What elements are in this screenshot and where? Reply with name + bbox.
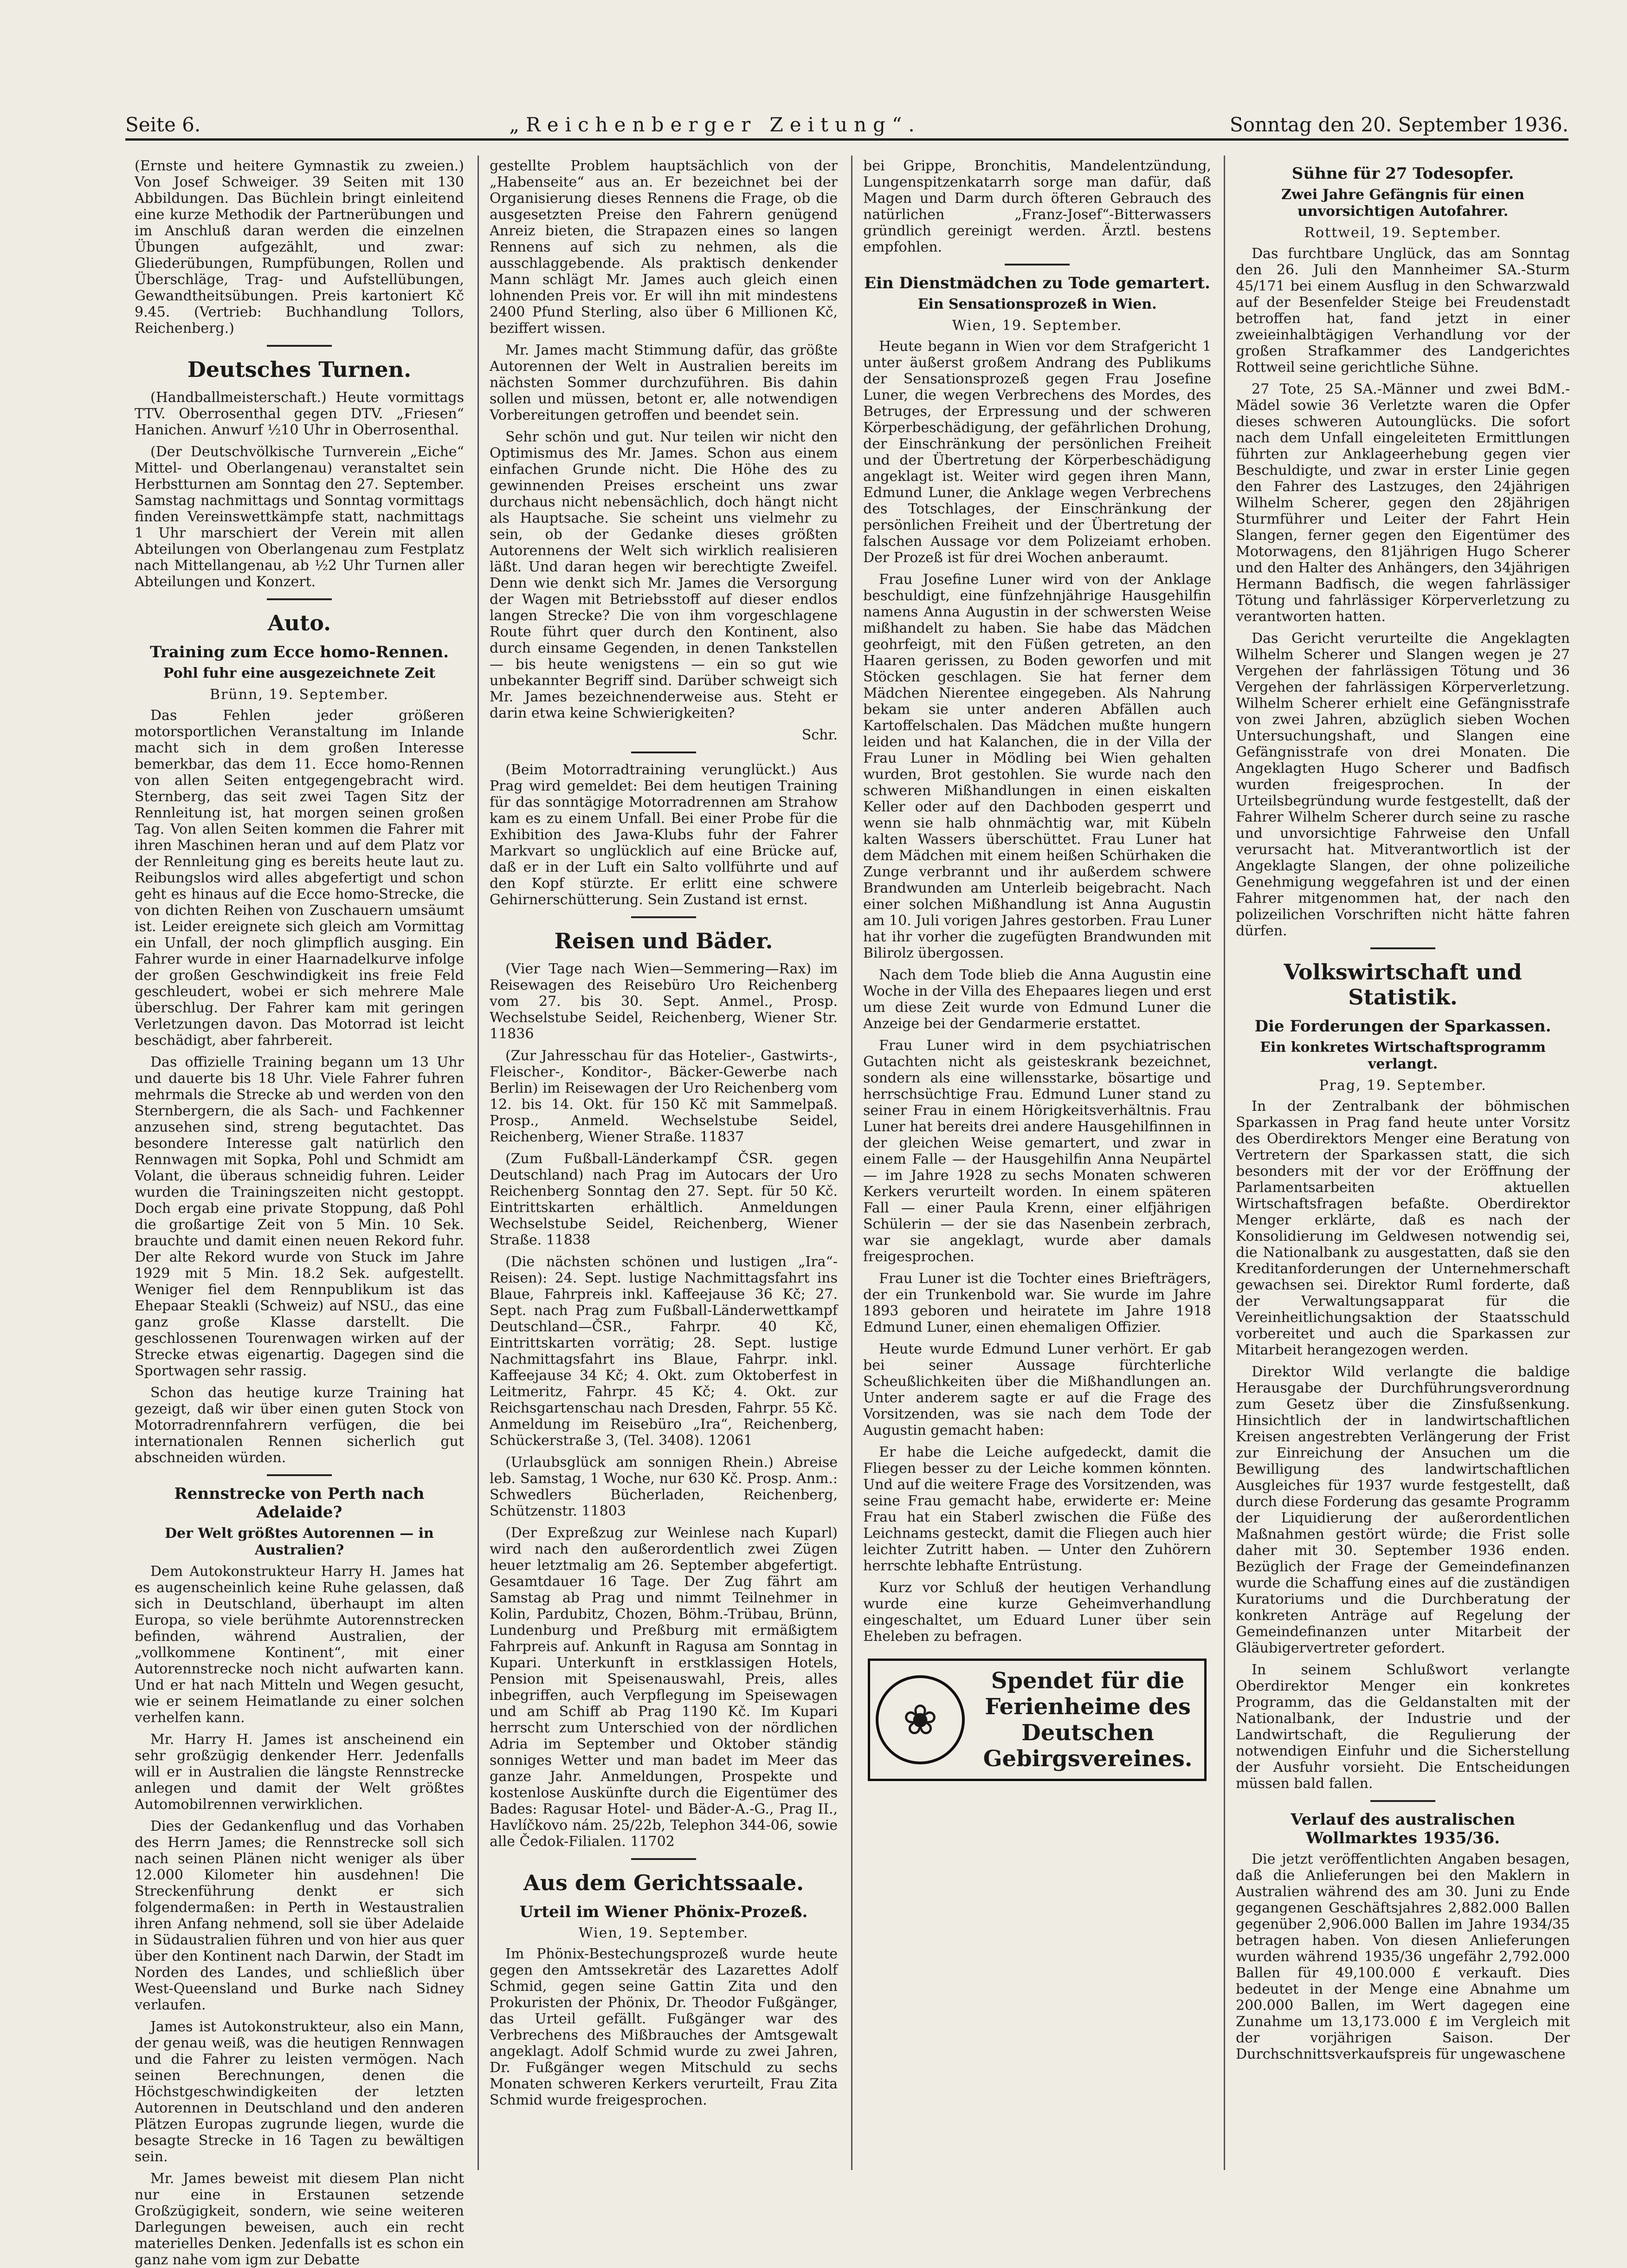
travel-notice: (Vier Tage nach Wien—Semmering—Rax) im Reisewagen des Reisebüro Uro Reichenberg vom 27. bis 30. Sept. Anmel., Prosp. Wechselstube Seidel, Reichenberg, Wiener Str. 11836: [490, 961, 838, 1042]
author-signature: Schr.: [801, 727, 838, 743]
article-paragraph: Das Gericht verurteilte die Angeklagten Wilhelm Scherer und Slangen wegen je 27 Vergehen der fahrlässigen Tötung und 36 Vergehen der fahrlässigen Körperverletzung. Wilhelm Scherer erhielt eine Gefängnisstrafe von zwei Jahren, abzüglich sieben Wochen Untersuchungshaft, und Slangen eine Gefängnisstrafe von drei Monaten. Die Angeklagten Hugo Scherer und Badfisch wurden freigesprochen. In der Urteilsbegründung wurde festgestellt, daß der Fahrer Wilhelm Scherer durch seine zu rasche und unvorsichtige Fahrweise den Unfall verursacht hat. Mitverantwortlich ist der Angeklagte Slangen, der ohne polizeiliche Genehmigung weggefahren ist und der einen Fahrer mitgenommen hat, der nach den polizeilichen Vorschriften nicht hätte fahren dürfen.: [1236, 630, 1570, 939]
article-headline: Verlauf des australischen Wollmarktes 1935/36.: [1291, 1810, 1515, 1847]
column-2: [490, 158, 838, 2168]
article-paragraph: Mr. James beweist mit diesem Plan nicht nur eine in Erstaunen setzende Großzügigkeit, sondern, wie seine weiteren Darlegungen beweisen, auch ein recht materielles Denken. Jedenfalls ist es schon ein ganz nahe vom igm zur Debatte: [135, 2171, 464, 2268]
article-paragraph: Direktor Wild verlangte die baldige Herausgabe der Durchführungsverordnung zum Gesetz über die Zinsfußsenkung. Hinsichtlich der in landwirtschaftlichen Kreisen angestrebten Verlängerung der Frist zur Einreichung der Ansuchen um die Bewilligung des landwirtschaftlichen Ausgleiches für 1937 wurde festgestellt, daß durch diese Forderung das gesamte Programm der Liquidierung der außerordentlichen Maßnahmen gestört würde; die Frist solle daher mit 30. September 1936 enden. Bezüglich der Frage der Gemeindefinanzen wurde die Schaffung eines auf die zuständigen Kuratoriums und die Durchberatung der konkreten Anträge auf Regelung der Gemeindefinanzen unter Mitarbeit der Gläubigervertreter gefordert.: [1236, 1364, 1570, 1656]
article-paragraph: (Handballmeisterschaft.) Heute vormittags TTV. Oberrosenthal gegen DTV. „Friesen“ Hanichen. Anwurf ½10 Uhr in Oberrosenthal.: [135, 389, 464, 438]
section-rule: [631, 752, 696, 753]
advertisement-text: Spendet für die Ferienheime des Deutschen Gebirgsvereines.: [983, 1668, 1193, 1772]
article-paragraph: Das Fehlen jeder größeren motorsportlichen Veranstaltung im Inlande macht sich in dem großen Interesse bemerkbar, das dem 11. Ecce homo-Rennen von allen Seiten entgegengebracht wird. Sternberg, das seit zwei Tagen Sitz der Rennleitung ist, hat morgen seinen großen Tag. Von allen Seiten kommen die Fahrer mit ihren Maschinen heran und auf dem Platz vor der Rennleitung ging es bereits heute laut zu. Reibungslos wird alles abgefertigt und schon geht es hinaus auf die Ecce homo-Strecke, die von dichten Reihen von Zuschauern umsäumt ist. Leider ereignete sich gleich am Vormittag ein Unfall, der noch glimpflich ausging. Ein Fahrer wurde in einer Haarnadelkurve infolge der großen Geschwindigkeit ins freie Feld geschleudert, wobei er sich mehrere Male überschlug. Der Fahrer kam mit geringen Verletzungen davon. Das Motorrad ist leicht beschädigt, aber fahrbereit.: [135, 707, 464, 1049]
article-paragraph: Kurz vor Schluß der heutigen Verhandlung wurde eine kurze Geheimverhandlung eingeschaltet, um Eduard Luner über sein Eheleben zu befragen.: [863, 1580, 1211, 1645]
article-paragraph: Im Phönix-Bestechungsprozeß wurde heute gegen den Amtssekretär des Lazarettes Adolf Schmid, gegen seine Gattin Zita und den Prokuristen der Phönix, Dr. Theodor Fußgänger, das Urteil gefällt. Fußgänger war des Verbrechens des Mißbrauches der Amtsgewalt angeklagt. Adolf Schmid wurde zu zwei Jahren, Dr. Fußgänger wegen Mitschuld zu sechs Monaten schweren Kerkers verurteilt, Frau Zita Schmid wurde freigesprochen.: [490, 1946, 838, 2108]
article-headline: Sühne für 27 Todesopfer.: [1291, 164, 1514, 183]
article-headline: Urteil im Wiener Phönix-Prozeß.: [519, 1903, 808, 1921]
travel-notice: (Die nächsten schönen und lustigen „Ira“-Reisen): 24. Sept. lustige Nachmittagsfahrt ins Blaue, Fahrpreis inkl. Kaffeejause 36 Kč; 27. Sept. nach Prag zum Fußball-Länderwettkampf Deutschland—ČSR., Fahrpr. 40 Kč, Eintrittskarten vorrätig; 28. Sept. lustige Nachmittagsfahrt ins Blaue, Fahrpr. inkl. Kaffeejause 34 Kč; 4. Okt. zum Oktoberfest in Leitmeritz, Fahrpr. 45 Kč; 4. Okt. zur Reichsgartenschau nach Dresden, Fahrpr. 55 Kč. Anmeldung im Reisebüro „Ira“, Reichenberg, Schückerstraße 3, (Tel. 3408). 12061: [490, 1254, 838, 1449]
article-paragraph: (Beim Motorradtraining verunglückt.) Aus Prag wird gemeldet: Bei dem heutigen Training für das sonntägige Motorradrennen am Strahow kam es zu einem Unfall. Bei einer Probe für die Exhibition des Jawa-Klubs fuhr der Fahrer Markvart so unglücklich auf eine Brücke auf, daß er in der Luft ein Salto vollführte und auf den Kopf stürzte. Er erlitt eine schwere Gehirnerschütterung. Sein Zustand ist ernst.: [490, 762, 838, 908]
article-paragraph: Frau Luner ist die Tochter eines Briefträgers, der ein Trunkenbold war. Sie wurde im Jahre 1893 geboren und heiratete im Jahre 1918 Edmund Luner, einen ehemaligen Offizier.: [863, 1270, 1211, 1335]
article-paragraph: Das offizielle Training begann um 13 Uhr und dauerte bis 18 Uhr. Viele Fahrer fuhren mehrmals die Strecke ab und werden von den Sternbergern, die als Sach- und Fachkenner anzusehen sind, streng begutachtet. Das besondere Interesse galt natürlich den Rennwagen mit Sopka, Pohl und Schmidt am Volant, die überaus schneidig fuhren. Leider wurden die Trainingszeiten nicht gestoppt. Doch ergab eine private Stoppung, daß Pohl die großartige Zeit von 5 Min. 10 Sek. brauchte und damit einen neuen Rekord fuhr. Der alte Rekord wurde von Stuck im Jahre 1929 mit 5 Min. 18.2 Sek. aufgestellt. Weniger fiel dem Rennpublikum ist das Ehepaar Steakli (Schweiz) auf NSU., das eine ganz große Klasse darstellt. Die geschlossenen Tourenwagen wirken auf der Strecke etwas eigenartig. Dagegen sind die Sportwagen sehr rassig.: [135, 1054, 464, 1379]
section-rule: [631, 1858, 696, 1860]
dateline: Prag, 19. September.: [1319, 1077, 1487, 1094]
article-paragraph: (Der Deutschvölkische Turnverein „Eiche“ Mittel- und Oberlangenau) veranstaltet sein Herbstturnen am Sonntag den 27. September. Samstag nachmittags und Sonntag vormittags finden Vereinswettkämpfe statt, nachmittags 1 Uhr marschiert der Verein mit allen Abteilungen von Oberlangenau zum Festplatz nach Mittellangenau, ab ½2 Uhr Turnen aller Abteilungen und Konzert.: [135, 444, 464, 590]
dateline: Brünn, 19. September.: [210, 687, 389, 703]
column-1: [135, 158, 464, 2268]
section-rule: [1005, 264, 1070, 266]
article-subheadline: Zwei Jahre Gefängnis für einen unvorsichtigen Autofahrer.: [1281, 187, 1524, 220]
section-title-volkswirtschaft: Volkswirtschaft und Statistik.: [1284, 959, 1522, 1010]
article-headline: Training zum Ecce homo-Rennen.: [150, 643, 449, 661]
article-paragraph: Frau Josefine Luner wird von der Anklage beschuldigt, eine fünfzehnjährige Hausgehilfin namens Anna Augustin in der schwersten Weise mißhandelt zu haben. Sie habe das Mädchen geohrfeigt, mit den Füßen getreten, an den Haaren gerissen, zu Boden geworfen und mit Stöcken geschlagen. Sie hat ferner dem Mädchen Nierentee eingegeben. Als Nahrung bekam sie unter anderen Abfällen auch Kartoffelschalen. Das Mädchen mußte hungern leiden und hat Kalanchen, die in der Villa der Frau Luner in Mödling bei Wien gehalten wurden, Brot gestohlen. Sie wurde nach den schweren Mißhandlungen in einen eiskalten Keller oder auf den Dachboden gesperrt und wenn sie halb ohnmächtig war, mit Kübeln kalten Wassers überschüttet. Frau Luner hat dem Mädchen mit einem heißen Schürhaken die Zunge verbrannt und ihr außerdem schwere Brandwunden am Unterleib beigebracht. Nach einer solchen Mißhandlung ist Anna Augustin am 10. Juli vorigen Jahres gestorben. Frau Luner hat ihr vorher die zugefügten Brandwunden mit Bilirolz übergossen.: [863, 571, 1211, 961]
travel-notice: (Urlaubsglück am sonnigen Rhein.) Abreise leb. Samstag, 1 Woche, nur 630 Kč. Prosp. Anm.: Schwedlers Bücherladen, Reichenberg, Schützenstr. 11803: [490, 1454, 838, 1519]
section-rule: [631, 916, 696, 918]
travel-notice: (Der Expreßzug zur Weinlese nach Kuparl) wird nach den außerordentlich zwei Zügen heuer letztmalig am 26. September abgefertigt. Gesamtdauer 16 Tage. Der Zug fährt am Samstag ab Prag und nimmt Teilnehmer in Kolin, Pardubitz, Chozen, Böhm.-Trübau, Brünn, Lundenburg und Preßburg mit ermäßigtem Fahrpreis auf. Ankunft in Ragusa am Sonntag in Kupari. Unterkunft in erstklassigen Hotels, Pension mit Speisenauswahl, Preis, alles inbegriffen, auch Verpflegung im Speisewagen und am Schiff ab Prag 1190 Kč. Im Kupari herrscht zum Unterschied von der nördlichen Adria im September und Oktober ständig sonniges Wetter und man badet im Meer das ganze Jahr. Anmeldungen, Prospekte und kostenlose Auskünfte durch die Eigentümer des Bades: Ragusar Hotel- und Bäder-A.-G., Prag II., Havlíčkovo nám. 25/22b, Telephon 344-06, sowie alle Čedok-Filialen. 11702: [490, 1525, 838, 1850]
article-paragraph: Die jetzt veröffentlichten Angaben besagen, daß die Anlieferungen bei den Maklern in Australien während des am 30. Juni zu Ende gegangenen Geschäftsjahres 2,882.000 Ballen gegenüber 2,906.000 Ballen im Jahre 1934/35 betragen haben. Von diesen Anlieferungen wurden während 1935/36 ungefähr 2,792.000 Ballen für 49,100.000 £ verkauft. Dies bedeutet in der Menge eine Abnahme um 200.000 Ballen, im Wert dagegen eine Zunahme um 13,173.000 £ im Vergleich mit der vorjährigen Saison. Der Durchschnittsverkaufspreis für ungewaschene: [1236, 1851, 1570, 2062]
article-headline: Die Forderungen der Sparkassen.: [1254, 1017, 1551, 1036]
section-rule: [1370, 947, 1435, 949]
dateline: Wien, 19. September.: [578, 1925, 749, 1941]
article-paragraph: Heute wurde Edmund Luner verhört. Er gab bei seiner Aussage fürchterliche Scheußlichkeiten über die Mißhandlungen an. Unter anderem sagte er auf die Frage des Vorsitzenden, was sie nach dem Tode der Augustin gemacht haben:: [863, 1341, 1211, 1439]
article-paragraph: 27 Tote, 25 SA.-Männer und zwei BdM.-Mädel sowie 36 Verletzte waren die Opfer dieses schweren Autounglücks. Die sofort nach dem Unfall eingeleiteten Ermittlungen führten zur Anklageerhebung gegen vier Beschuldigte, und zwar in erster Linie gegen den Fahrer des Lastzuges, den 24jährigen Wilhelm Scherer, gegen den 28jährigen Sturmführer und Leiter der Fahrt Hein Slangen, ferner gegen den Eigentümer des Motorwagens, den 81jährigen Hugo Scherer und den Halter des Anhängers, den 34jährigen Hermann Badfisch, die wegen fahrlässiger Tötung und fahrlässiger Körperverletzung zu verantworten hatten.: [1236, 381, 1570, 625]
article-paragraph: Mr. James macht Stimmung dafür, das größte Autorennen der Welt in Australien bereits im nächsten Sommer durchzuführen. Bis dahin sollen und müssen, betont er, alle notwendigen Vorbereitungen getroffen und beendet sein.: [490, 342, 838, 423]
issue-date: Sonntag den 20. September 1936.: [1229, 113, 1569, 136]
dateline: Rottweil, 19. September.: [1304, 225, 1502, 241]
advert-snippet: bei Grippe, Bronchitis, Mandelentzündung, Lungenspitzenkatarrh sorge man dafür, daß Magen und Darm durch öfteren Gebrauch des natürlichen „Franz-Josef“-Bitterwassers gründlich gereinigt werden. Ärztl. bestens empfohlen.: [863, 158, 1211, 255]
section-rule: [1370, 1800, 1435, 1802]
article-subheadline: Ein Sensationsprozeß in Wien.: [917, 296, 1157, 312]
article-paragraph: gestellte Problem hauptsächlich von der „Habenseite“ aus an. Er bezeichnet bei der Organisierung dieses Rennens die Frage, ob die ausgesetzten Preise den Fahrern genügend Anreiz bieten, die Strapazen eines so langen Rennens auf sich zu nehmen, als die ausschlaggebende. Als praktisch denkender Mann schlägt Mr. James auch gleich einen lohnenden Preis vor. Er will ihn mit mindestens 2400 Pfund Sterling, also über 6 Millionen Kč, beziffert wissen.: [490, 158, 838, 337]
article-paragraph: Schon das heutige kurze Training hat gezeigt, daß wir über einen guten Stock von Motorradrennfahrern verfügen, die bei internationalen Rennen sicherlich gut abschneiden würden.: [135, 1385, 464, 1466]
dateline: Wien, 19. September.: [952, 318, 1123, 334]
article-paragraph: Dem Autokonstrukteur Harry H. James hat es augenscheinlich keine Ruhe gelassen, daß sich in Deutschland, überhaupt im alten Europa, so viele berühmte Autorennstrecken befinden, während Australien, der „vollkommene Kontinent“, mit einer Autorennstrecke noch nicht aufwarten kann. Und er hat nach Mitteln und Wegen gesucht, wie er seinem Heimatlande zu einer solchen verhelfen kann.: [135, 1563, 464, 1726]
article-paragraph: Heute begann in Wien vor dem Strafgericht 1 unter äußerst großem Andrang des Publikums der Sensationsprozeß gegen Frau Josefine Luner, die wegen Verbrechens des Mordes, des Betruges, der Erpressung und der schweren Körperbeschädigung, der gefährlichen Drohung, der Einschränkung der persönlichen Freiheit und der Übertretung der Körperbeschädigung angeklagt ist. Weiter wird gegen ihren Mann, Edmund Luner, die Anklage wegen Verbrechens des Totschlages, der Einschränkung der persönlichen Freiheit und der Übertretung der falschen Aussage vor dem Polizeiamt erhoben. Der Prozeß ist für drei Wochen anberaumt.: [863, 338, 1211, 566]
advertisement-box: [868, 1659, 1207, 1781]
section-title-reisen: Reisen und Bäder.: [554, 928, 773, 953]
article-paragraph: Frau Luner wird in dem psychiatrischen Gutachten nicht als geisteskrank bezeichnet, sondern als eine willensstarke, bösartige und herrschsüchtige Frau. Edmund Luner stand zu seiner Frau in einem Hörigkeitsverhältnis. Frau Luner hat bereits drei andere Hausgehilfinnen in der gleichen Weise gemartert, und zwar in einem Falle — der Hausgehilfin Anna Neupärtel — im Jahre 1928 zu sechs Monaten schweren Kerkers verurteilt worden. In einem späteren Fall — einer Paula Krenn, einer elfjährigen Schülerin — der sie das Nasenbein zerbrach, war sie angeklagt, wurde aber damals freigesprochen.: [863, 1037, 1211, 1265]
column-divider: [851, 156, 852, 2170]
article-subheadline: Ein konkretes Wirtschaftsprogramm verlangt.: [1260, 1039, 1546, 1072]
article-paragraph: Nach dem Tode blieb die Anna Augustin eine Woche in der Villa des Ehepaares liegen und erst um diese Zeit wurde von Edmund Luner die Anzeige bei der Gendarmerie erstattet.: [863, 967, 1211, 1032]
article-paragraph: Er habe die Leiche aufgedeckt, damit die Fliegen besser zu der Leiche kommen könnten. Und auf die weitere Frage des Vorsitzenden, was seine Frau gemacht habe, erwiderte er: Meine Frau hat ein Staberl zwischen die Füße des Leichnams gesteckt, damit die Fliegen auch hier leichter Zutritt haben. — Unter den Zuhörern herrschte lebhafte Entrüstung.: [863, 1444, 1211, 1574]
article-paragraph: In seinem Schlußwort verlangte Oberdirektor Menger ein konkretes Programm, das die Geldanstalten mit der Nationalbank, der Industrie und der Landwirtschaft, die Regulierung der notwendigen Einfuhr und die Sicherstellung der Ausfuhr vorsieht. Die Entscheidungen müssen bald fallen.: [1236, 1662, 1570, 1792]
article-paragraph: Dies der Gedankenflug und das Vorhaben des Herrn James; die Rennstrecke soll sich nach seinen Plänen nicht weniger als über 12.000 Kilometer hin ausdehnen! Die Streckenführung denkt er sich folgendermaßen: in Perth in Westaustralien ihren Anfang nehmend, soll sie über Adelaide in Südaustralien führen und von hier aus quer über den Kontinent nach Darwin, der Stadt im Norden des Landes, und schließlich über West-Queensland und Burke nach Sidney verlaufen.: [135, 1818, 464, 2013]
article-paragraph: James ist Autokonstrukteur, also ein Mann, der genau weiß, was die heutigen Rennwagen und die Fahrer zu leisten vermögen. Nach seinen Berechnungen, denen die Höchstgeschwindigkeiten der letzten Autorennen in Deutschland und den anderen Plätzen Europas zugrunde liegen, wurde die besagte Strecke in 16 Tagen zu bewältigen sein.: [135, 2019, 464, 2165]
page-number: Seite 6.: [125, 113, 201, 136]
article-subheadline: Pohl fuhr eine ausgezeichnete Zeit: [163, 665, 436, 681]
travel-notice: (Zum Fußball-Länderkampf ČSR. gegen Deutschland) nach Prag im Autocars der Uro Reichenberg Sonntag den 27. Sept. für 50 Kč. Eintrittskarten erhältlich. Anmeldungen Wechselstube Seidel, Reichenberg, Wiener Straße. 11838: [490, 1151, 838, 1248]
article-paragraph: Mr. Harry H. James ist anscheinend ein sehr großzügig denkender Herr. Jedenfalls will er in Australien die längste Rennstrecke anlegen und damit der Welt größtes Automobilrennen verwirklichen.: [135, 1731, 464, 1813]
newspaper-title: „Reichenberger Zeitung“.: [509, 113, 921, 136]
section-rule: [267, 598, 332, 600]
column-divider: [478, 156, 479, 2170]
gymnastics-notice: (Ernste und heitere Gymnastik zu zweien.) Von Josef Schweiger. 39 Seiten mit 130 Abbildungen. Das Büchlein bringt einleitend eine kurze Methodik der Partnerübungen und im Anschluß daran werden die einzelnen Übungen aufgezählt, und zwar: Gliederübungen, Rumpfübungen, Rollen und Überschläge, Trag- und Aufstellübungen, Gewandtheitsübungen. Preis kartoniert Kč 9.45. (Vertrieb: Buchhandlung Tollors, Reichenberg.): [135, 158, 464, 337]
column-divider: [1224, 156, 1225, 2170]
article-paragraph: Das furchtbare Unglück, das am Sonntag den 26. Juli den Mannheimer SA.-Sturm 45/171 bei einem Ausflug in den Schwarzwald auf der Besenfelder Steige bei Freudenstadt betroffen hat, fand jetzt in einer zweieinhalbtägigen Verhandlung vor der großen Strafkammer des Landgerichtes Rottweil seine gerichtliche Sühne.: [1236, 246, 1570, 376]
section-title-gericht: Aus dem Gerichtssaale.: [523, 1870, 804, 1895]
column-4: [1236, 158, 1570, 2168]
article-paragraph: Sehr schön und gut. Nur teilen wir nicht den Optimismus des Mr. James. Schon aus einem einfachen Grunde nicht. Die Höhe des zu gewinnenden Preises erscheint uns zwar durchaus nicht nebensächlich, doch hängt nicht als Hauptsache. Sie scheint uns vielmehr zu sein, ob der Gedanke dieses größten Autorennens der Welt sich wirklich realisieren läßt. Und daran hegen wir berechtigte Zweifel. Denn wie denkt sich Mr. James die Versorgung der Wagen mit Betriebsstoff auf dieser endlos langen Strecke? Die von ihm vorgeschlagene Route führt quer durch den Kontinent, also durch einsame Gegenden, in denen Tankstellen — bis heute wenigstens — ein so gut wie unbekannter Begriff sind. Darüber schweigt sich Mr. James bezeichnenderweise aus. Steht er darin etwa keine Schwierigkeiten?: [490, 429, 838, 721]
travel-notice: (Zur Jahresschau für das Hotelier-, Gastwirts-, Fleischer-, Konditor-, Bäcker-Gewerbe nach Berlin) im Reisewagen der Uro Reichenberg vom 12. bis 14. Okt. für 150 Kč mit Sammelpaß. Prosp., Anmeld. Wechselstube Seidel, Reichenberg, Wiener Straße. 11837: [490, 1048, 838, 1145]
page-header: [125, 110, 1569, 141]
article-paragraph: In der Zentralbank der böhmischen Sparkassen in Prag fand heute unter Vorsitz des Oberdirektors Menger eine Beratung von Vertretern der Sparkassen statt, die sich besonders mit der vor der Eröffnung der Parlamentsarbeiten aktuellen Wirtschaftsfragen befaßte. Oberdirektor Menger erklärte, daß es nach der Konsolidierung im Geldwesen notwendig sei, die Nationalbank zu ausgestatten, daß sie den Kreditanforderungen der Unternehmerschaft gewachsen sei. Direktor Ruml forderte, daß der Verwaltungsapparat für die Vereinheitlichungsaktion der Staatsschuld vorbereitet und auch die Sparkassen zur Mitarbeit herangezogen werden.: [1236, 1098, 1570, 1358]
edelweiss-logo-icon: ❀: [876, 1675, 965, 1764]
article-subheadline: Der Welt größtes Autorennen — in Australien?: [165, 1525, 434, 1558]
article-headline: Rennstrecke von Perth nach Adelaide?: [174, 1484, 425, 1522]
section-rule: [267, 1474, 332, 1476]
section-title-turnen: Deutsches Turnen.: [187, 357, 412, 382]
section-rule: [267, 345, 332, 347]
section-title-auto: Auto.: [267, 610, 331, 635]
column-3: [863, 158, 1211, 2168]
article-headline: Ein Dienstmädchen zu Tode gemartert.: [864, 274, 1210, 292]
